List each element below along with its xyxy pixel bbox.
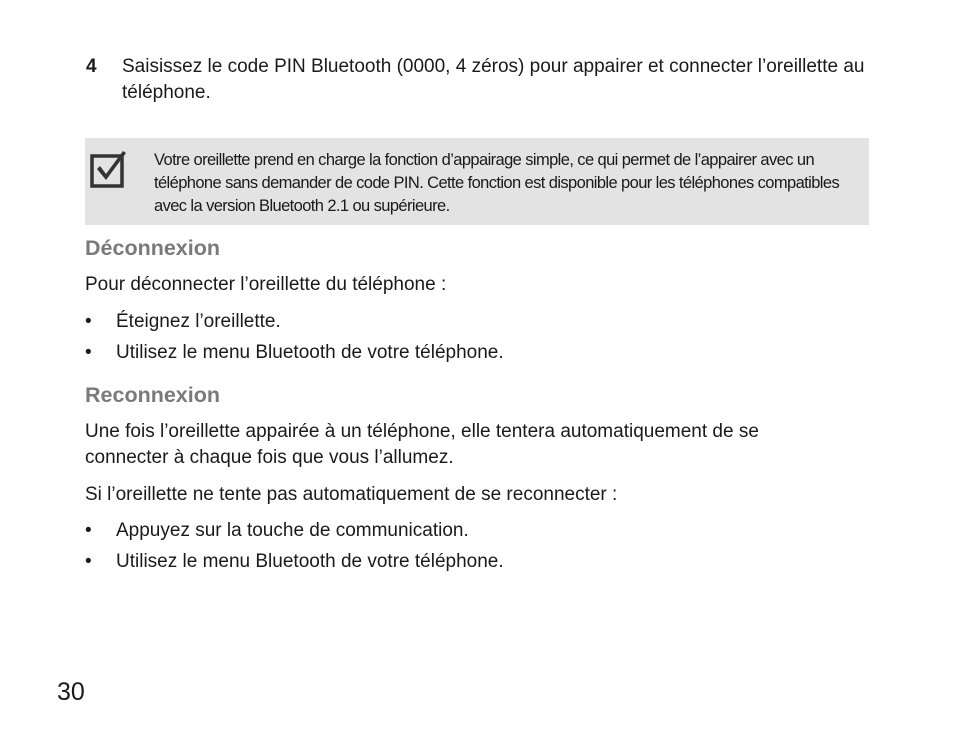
list-item-text: Éteignez l’oreillette. <box>116 311 281 332</box>
heading-reconnexion: Reconnexion <box>85 383 220 407</box>
list-item <box>85 340 504 371</box>
reconnexion-list <box>85 518 504 580</box>
bullet: • <box>85 551 92 572</box>
bullet: • <box>85 311 92 332</box>
list-item-text: Utilisez le menu Bluetooth de votre téléphone. <box>116 551 504 572</box>
heading-deconnexion: Déconnexion <box>85 236 220 260</box>
list-item-text: Appuyez sur la touche de communication. <box>116 520 469 541</box>
step-number: 4 <box>86 56 97 77</box>
step-4 <box>86 54 866 106</box>
note-text: Votre oreillette prend en charge la fonction d’appairage simple, ce qui permet de l’appairer avec un téléphone sans demander de code PIN. Cette fonction est disponible pour les téléphones compatibles avec la version Bluetooth 2.1 ou supérieure. <box>154 151 840 215</box>
deconnexion-intro: Pour déconnecter l’oreillette du téléphone : <box>85 274 447 295</box>
list-item <box>85 549 504 580</box>
list-item-text: Utilisez le menu Bluetooth de votre téléphone. <box>116 342 504 363</box>
list-item <box>85 309 504 340</box>
step-text: Saisissez le code PIN Bluetooth (0000, 4 zéros) pour appairer et connecter l’oreillette au téléphone. <box>122 56 865 103</box>
bullet: • <box>85 342 92 363</box>
reconnexion-para-1: Une fois l’oreillette appairée à un téléphone, elle tentera automatiquement de se connecter à chaque fois que vous l’allumez. <box>85 421 759 468</box>
page-number: 30 <box>57 678 85 706</box>
bullet: • <box>85 520 92 541</box>
checkbox-check-icon <box>89 150 129 190</box>
note-box <box>85 138 869 225</box>
deconnexion-list <box>85 309 504 371</box>
reconnexion-para-2: Si l’oreillette ne tente pas automatiquement de se reconnecter : <box>85 484 618 505</box>
list-item <box>85 518 504 549</box>
